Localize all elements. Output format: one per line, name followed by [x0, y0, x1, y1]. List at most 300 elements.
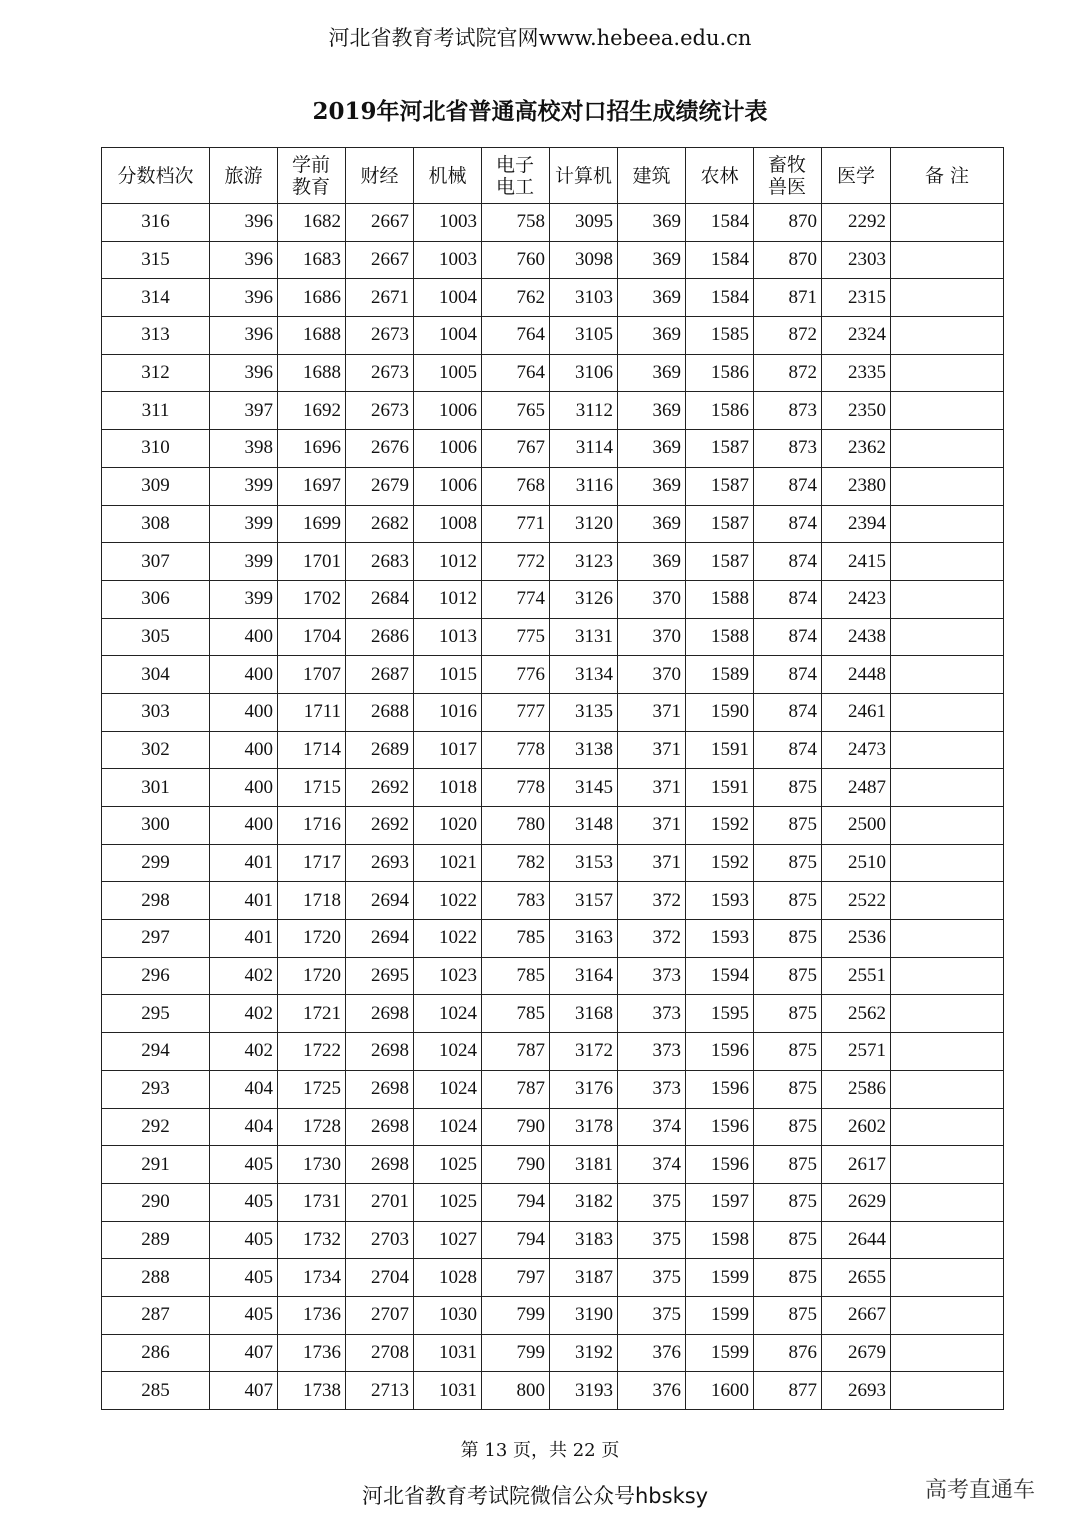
count-cell: 1016 — [414, 693, 482, 731]
count-cell: 875 — [754, 1146, 822, 1184]
count-cell: 1688 — [278, 354, 346, 392]
count-cell — [891, 882, 1004, 920]
count-cell: 1702 — [278, 580, 346, 618]
count-cell: 370 — [618, 656, 686, 694]
score-statistics-table — [101, 147, 1004, 1410]
count-cell — [891, 505, 1004, 543]
count-cell: 2693 — [822, 1372, 891, 1410]
count-cell: 778 — [482, 731, 550, 769]
count-cell: 876 — [754, 1334, 822, 1372]
count-cell: 2500 — [822, 807, 891, 845]
score-cell: 297 — [102, 920, 210, 958]
count-cell: 2315 — [822, 279, 891, 317]
count-cell: 400 — [210, 693, 278, 731]
count-cell: 1593 — [686, 882, 754, 920]
count-cell: 1730 — [278, 1146, 346, 1184]
count-cell: 874 — [754, 467, 822, 505]
count-cell: 371 — [618, 769, 686, 807]
count-cell: 2423 — [822, 580, 891, 618]
count-cell: 1013 — [414, 618, 482, 656]
count-cell: 1731 — [278, 1183, 346, 1221]
score-cell: 309 — [102, 467, 210, 505]
count-cell: 405 — [210, 1221, 278, 1259]
score-cell: 301 — [102, 769, 210, 807]
count-cell: 2694 — [346, 882, 414, 920]
count-cell: 1686 — [278, 279, 346, 317]
count-cell: 3182 — [550, 1183, 618, 1221]
count-cell: 2676 — [346, 430, 414, 468]
table-row — [102, 392, 1004, 430]
count-cell: 1722 — [278, 1033, 346, 1071]
count-cell: 369 — [618, 505, 686, 543]
count-cell: 3123 — [550, 543, 618, 581]
count-cell: 874 — [754, 731, 822, 769]
count-cell: 373 — [618, 1070, 686, 1108]
count-cell: 369 — [618, 241, 686, 279]
score-cell: 298 — [102, 882, 210, 920]
count-cell: 1596 — [686, 1146, 754, 1184]
count-cell: 778 — [482, 769, 550, 807]
score-cell: 307 — [102, 543, 210, 581]
count-cell: 782 — [482, 844, 550, 882]
count-cell: 1596 — [686, 1070, 754, 1108]
count-cell: 369 — [618, 204, 686, 242]
count-cell: 872 — [754, 317, 822, 355]
count-cell: 399 — [210, 543, 278, 581]
count-cell: 874 — [754, 656, 822, 694]
count-cell: 762 — [482, 279, 550, 317]
column-header — [754, 148, 822, 204]
count-cell: 1736 — [278, 1334, 346, 1372]
count-cell: 3192 — [550, 1334, 618, 1372]
count-cell: 369 — [618, 317, 686, 355]
count-cell: 400 — [210, 807, 278, 845]
count-cell: 1587 — [686, 505, 754, 543]
count-cell: 3135 — [550, 693, 618, 731]
count-cell: 2698 — [346, 995, 414, 1033]
count-cell: 1027 — [414, 1221, 482, 1259]
count-cell: 2335 — [822, 354, 891, 392]
count-cell: 398 — [210, 430, 278, 468]
count-cell: 785 — [482, 957, 550, 995]
count-cell: 1024 — [414, 1033, 482, 1071]
table-row — [102, 731, 1004, 769]
count-cell: 1696 — [278, 430, 346, 468]
count-cell: 875 — [754, 1033, 822, 1071]
count-cell: 1738 — [278, 1372, 346, 1410]
count-cell: 875 — [754, 957, 822, 995]
count-cell: 1024 — [414, 1108, 482, 1146]
count-cell: 2303 — [822, 241, 891, 279]
table-row — [102, 505, 1004, 543]
count-cell: 400 — [210, 731, 278, 769]
count-cell: 2602 — [822, 1108, 891, 1146]
column-header-label: 畜牧兽医 — [768, 153, 807, 198]
count-cell: 2551 — [822, 957, 891, 995]
count-cell: 1031 — [414, 1372, 482, 1410]
score-cell: 290 — [102, 1183, 210, 1221]
score-cell: 286 — [102, 1334, 210, 1372]
column-header — [278, 148, 346, 204]
count-cell: 1587 — [686, 430, 754, 468]
column-header-label: 旅游 — [224, 164, 263, 187]
count-cell: 2713 — [346, 1372, 414, 1410]
count-cell: 2671 — [346, 279, 414, 317]
count-cell: 372 — [618, 920, 686, 958]
count-cell — [891, 1108, 1004, 1146]
count-cell: 797 — [482, 1259, 550, 1297]
column-header-label: 计算机 — [554, 164, 612, 187]
count-cell: 874 — [754, 543, 822, 581]
count-cell: 1697 — [278, 467, 346, 505]
count-cell: 396 — [210, 317, 278, 355]
count-cell: 1594 — [686, 957, 754, 995]
count-cell: 370 — [618, 580, 686, 618]
count-cell — [891, 430, 1004, 468]
count-cell: 2438 — [822, 618, 891, 656]
count-cell: 1720 — [278, 920, 346, 958]
count-cell: 1025 — [414, 1183, 482, 1221]
count-cell: 1732 — [278, 1221, 346, 1259]
table-row — [102, 204, 1004, 242]
count-cell: 399 — [210, 580, 278, 618]
table-row — [102, 920, 1004, 958]
count-cell: 2522 — [822, 882, 891, 920]
count-cell — [891, 844, 1004, 882]
count-cell — [891, 731, 1004, 769]
count-cell: 1031 — [414, 1334, 482, 1372]
count-cell — [891, 957, 1004, 995]
count-cell: 3114 — [550, 430, 618, 468]
count-cell: 1584 — [686, 241, 754, 279]
column-header — [822, 148, 891, 204]
table-row — [102, 543, 1004, 581]
count-cell — [891, 769, 1004, 807]
count-cell: 2562 — [822, 995, 891, 1033]
count-cell: 1584 — [686, 204, 754, 242]
table-row — [102, 1259, 1004, 1297]
count-cell: 2704 — [346, 1259, 414, 1297]
count-cell: 3187 — [550, 1259, 618, 1297]
count-cell: 2667 — [346, 241, 414, 279]
count-cell: 2708 — [346, 1334, 414, 1372]
count-cell: 3157 — [550, 882, 618, 920]
column-header — [550, 148, 618, 204]
count-cell: 375 — [618, 1259, 686, 1297]
count-cell: 396 — [210, 204, 278, 242]
count-cell: 875 — [754, 844, 822, 882]
count-cell: 771 — [482, 505, 550, 543]
count-cell: 1022 — [414, 920, 482, 958]
count-cell — [891, 656, 1004, 694]
count-cell: 369 — [618, 279, 686, 317]
count-cell: 1597 — [686, 1183, 754, 1221]
table-row — [102, 354, 1004, 392]
count-cell: 397 — [210, 392, 278, 430]
score-cell: 302 — [102, 731, 210, 769]
count-cell: 799 — [482, 1296, 550, 1334]
column-header-label: 电子电工 — [496, 153, 535, 198]
table-row — [102, 580, 1004, 618]
count-cell: 1004 — [414, 317, 482, 355]
count-cell: 404 — [210, 1070, 278, 1108]
count-cell: 401 — [210, 844, 278, 882]
count-cell: 872 — [754, 354, 822, 392]
count-cell: 1593 — [686, 920, 754, 958]
table-row — [102, 769, 1004, 807]
table-row — [102, 241, 1004, 279]
count-cell: 1012 — [414, 580, 482, 618]
count-cell: 2679 — [346, 467, 414, 505]
count-cell — [891, 279, 1004, 317]
count-cell: 2415 — [822, 543, 891, 581]
count-cell: 1590 — [686, 693, 754, 731]
count-cell: 404 — [210, 1108, 278, 1146]
count-cell: 1728 — [278, 1108, 346, 1146]
count-cell: 369 — [618, 392, 686, 430]
column-header — [891, 148, 1004, 204]
count-cell: 1004 — [414, 279, 482, 317]
count-cell: 2324 — [822, 317, 891, 355]
count-cell: 1714 — [278, 731, 346, 769]
count-cell: 800 — [482, 1372, 550, 1410]
count-cell: 400 — [210, 769, 278, 807]
count-cell: 1720 — [278, 957, 346, 995]
table-row — [102, 279, 1004, 317]
table-row — [102, 1372, 1004, 1410]
count-cell: 1721 — [278, 995, 346, 1033]
count-cell: 875 — [754, 1108, 822, 1146]
score-cell: 295 — [102, 995, 210, 1033]
table-row — [102, 1183, 1004, 1221]
count-cell: 3153 — [550, 844, 618, 882]
count-cell — [891, 317, 1004, 355]
count-cell: 2673 — [346, 392, 414, 430]
count-cell — [891, 1296, 1004, 1334]
count-cell: 370 — [618, 618, 686, 656]
column-header — [482, 148, 550, 204]
table-row — [102, 1033, 1004, 1071]
count-cell: 2586 — [822, 1070, 891, 1108]
count-cell: 1021 — [414, 844, 482, 882]
count-cell: 799 — [482, 1334, 550, 1372]
count-cell: 1718 — [278, 882, 346, 920]
count-cell: 1592 — [686, 844, 754, 882]
column-header-label: 机械 — [428, 164, 467, 187]
count-cell: 402 — [210, 957, 278, 995]
count-cell: 1028 — [414, 1259, 482, 1297]
count-cell — [891, 1259, 1004, 1297]
count-cell: 765 — [482, 392, 550, 430]
count-cell: 3190 — [550, 1296, 618, 1334]
count-cell: 373 — [618, 957, 686, 995]
count-cell: 399 — [210, 505, 278, 543]
table-row — [102, 618, 1004, 656]
count-cell: 1596 — [686, 1033, 754, 1071]
count-cell: 2692 — [346, 769, 414, 807]
count-cell — [891, 618, 1004, 656]
count-cell: 369 — [618, 354, 686, 392]
count-cell: 2350 — [822, 392, 891, 430]
table-row — [102, 430, 1004, 468]
table-row — [102, 995, 1004, 1033]
count-cell: 1006 — [414, 467, 482, 505]
count-cell: 3164 — [550, 957, 618, 995]
score-cell: 294 — [102, 1033, 210, 1071]
count-cell: 1599 — [686, 1334, 754, 1372]
count-cell: 3193 — [550, 1372, 618, 1410]
table-row — [102, 317, 1004, 355]
count-cell: 790 — [482, 1146, 550, 1184]
count-cell: 3103 — [550, 279, 618, 317]
column-header-label: 分数档次 — [117, 164, 194, 187]
count-cell: 874 — [754, 693, 822, 731]
count-cell: 1683 — [278, 241, 346, 279]
count-cell: 1599 — [686, 1296, 754, 1334]
score-cell: 311 — [102, 392, 210, 430]
count-cell: 877 — [754, 1372, 822, 1410]
count-cell — [891, 392, 1004, 430]
count-cell: 875 — [754, 1296, 822, 1334]
count-cell: 1008 — [414, 505, 482, 543]
count-cell: 3095 — [550, 204, 618, 242]
count-cell: 2694 — [346, 920, 414, 958]
count-cell: 2667 — [822, 1296, 891, 1334]
count-cell: 873 — [754, 392, 822, 430]
count-cell: 2684 — [346, 580, 414, 618]
table-row — [102, 807, 1004, 845]
count-cell: 3183 — [550, 1221, 618, 1259]
count-cell: 1591 — [686, 731, 754, 769]
count-cell: 2701 — [346, 1183, 414, 1221]
count-cell: 764 — [482, 354, 550, 392]
count-cell — [891, 543, 1004, 581]
score-cell: 315 — [102, 241, 210, 279]
count-cell: 374 — [618, 1146, 686, 1184]
count-cell — [891, 1033, 1004, 1071]
count-cell: 1586 — [686, 354, 754, 392]
count-cell: 2644 — [822, 1221, 891, 1259]
count-cell: 2673 — [346, 354, 414, 392]
count-cell: 396 — [210, 241, 278, 279]
count-cell: 1015 — [414, 656, 482, 694]
count-cell: 1587 — [686, 543, 754, 581]
count-cell: 371 — [618, 807, 686, 845]
count-cell: 1588 — [686, 580, 754, 618]
table-body — [102, 204, 1004, 1410]
count-cell: 1018 — [414, 769, 482, 807]
count-cell: 776 — [482, 656, 550, 694]
count-cell — [891, 467, 1004, 505]
count-cell: 2487 — [822, 769, 891, 807]
count-cell — [891, 1334, 1004, 1372]
count-cell: 780 — [482, 807, 550, 845]
score-cell: 306 — [102, 580, 210, 618]
count-cell: 785 — [482, 920, 550, 958]
count-cell: 1022 — [414, 882, 482, 920]
count-cell: 407 — [210, 1372, 278, 1410]
count-cell: 3131 — [550, 618, 618, 656]
count-cell: 399 — [210, 467, 278, 505]
count-cell: 402 — [210, 995, 278, 1033]
count-cell: 1688 — [278, 317, 346, 355]
count-cell: 375 — [618, 1221, 686, 1259]
count-cell: 2629 — [822, 1183, 891, 1221]
column-header-label: 医学 — [836, 164, 875, 187]
table-row — [102, 656, 1004, 694]
count-cell: 2692 — [346, 807, 414, 845]
column-header-label: 建筑 — [632, 164, 671, 187]
count-cell: 774 — [482, 580, 550, 618]
count-cell: 2510 — [822, 844, 891, 882]
count-cell: 2698 — [346, 1108, 414, 1146]
count-cell: 3172 — [550, 1033, 618, 1071]
count-cell: 1003 — [414, 241, 482, 279]
count-cell: 2362 — [822, 430, 891, 468]
count-cell: 3176 — [550, 1070, 618, 1108]
count-cell: 2679 — [822, 1334, 891, 1372]
count-cell: 2686 — [346, 618, 414, 656]
count-cell: 3134 — [550, 656, 618, 694]
count-cell: 870 — [754, 204, 822, 242]
count-cell: 790 — [482, 1108, 550, 1146]
score-cell: 300 — [102, 807, 210, 845]
count-cell: 1025 — [414, 1146, 482, 1184]
column-header-label: 农林 — [700, 164, 739, 187]
count-cell: 875 — [754, 882, 822, 920]
score-cell: 305 — [102, 618, 210, 656]
count-cell: 1589 — [686, 656, 754, 694]
score-cell: 308 — [102, 505, 210, 543]
count-cell: 2461 — [822, 693, 891, 731]
count-cell — [891, 580, 1004, 618]
count-cell: 400 — [210, 656, 278, 694]
table-row — [102, 1146, 1004, 1184]
count-cell: 1591 — [686, 769, 754, 807]
footer-wechat: 河北省教育考试院微信公众号hbsksy — [362, 1484, 709, 1508]
column-header — [414, 148, 482, 204]
count-cell: 1692 — [278, 392, 346, 430]
table-row — [102, 1108, 1004, 1146]
count-cell: 2571 — [822, 1033, 891, 1071]
count-cell: 405 — [210, 1296, 278, 1334]
table-row — [102, 467, 1004, 505]
count-cell: 371 — [618, 844, 686, 882]
table-row — [102, 1070, 1004, 1108]
table-row — [102, 1221, 1004, 1259]
count-cell: 787 — [482, 1033, 550, 1071]
column-header — [102, 148, 210, 204]
count-cell: 2688 — [346, 693, 414, 731]
count-cell: 1599 — [686, 1259, 754, 1297]
count-cell: 1715 — [278, 769, 346, 807]
count-cell: 402 — [210, 1033, 278, 1071]
count-cell: 1006 — [414, 392, 482, 430]
count-cell: 3138 — [550, 731, 618, 769]
count-cell: 400 — [210, 618, 278, 656]
count-cell: 875 — [754, 995, 822, 1033]
count-cell: 758 — [482, 204, 550, 242]
count-cell: 1707 — [278, 656, 346, 694]
count-cell: 2698 — [346, 1070, 414, 1108]
count-cell: 396 — [210, 279, 278, 317]
count-cell: 1704 — [278, 618, 346, 656]
count-cell: 1592 — [686, 807, 754, 845]
count-cell: 3098 — [550, 241, 618, 279]
table-row — [102, 957, 1004, 995]
count-cell: 2683 — [346, 543, 414, 581]
count-cell: 1595 — [686, 995, 754, 1033]
